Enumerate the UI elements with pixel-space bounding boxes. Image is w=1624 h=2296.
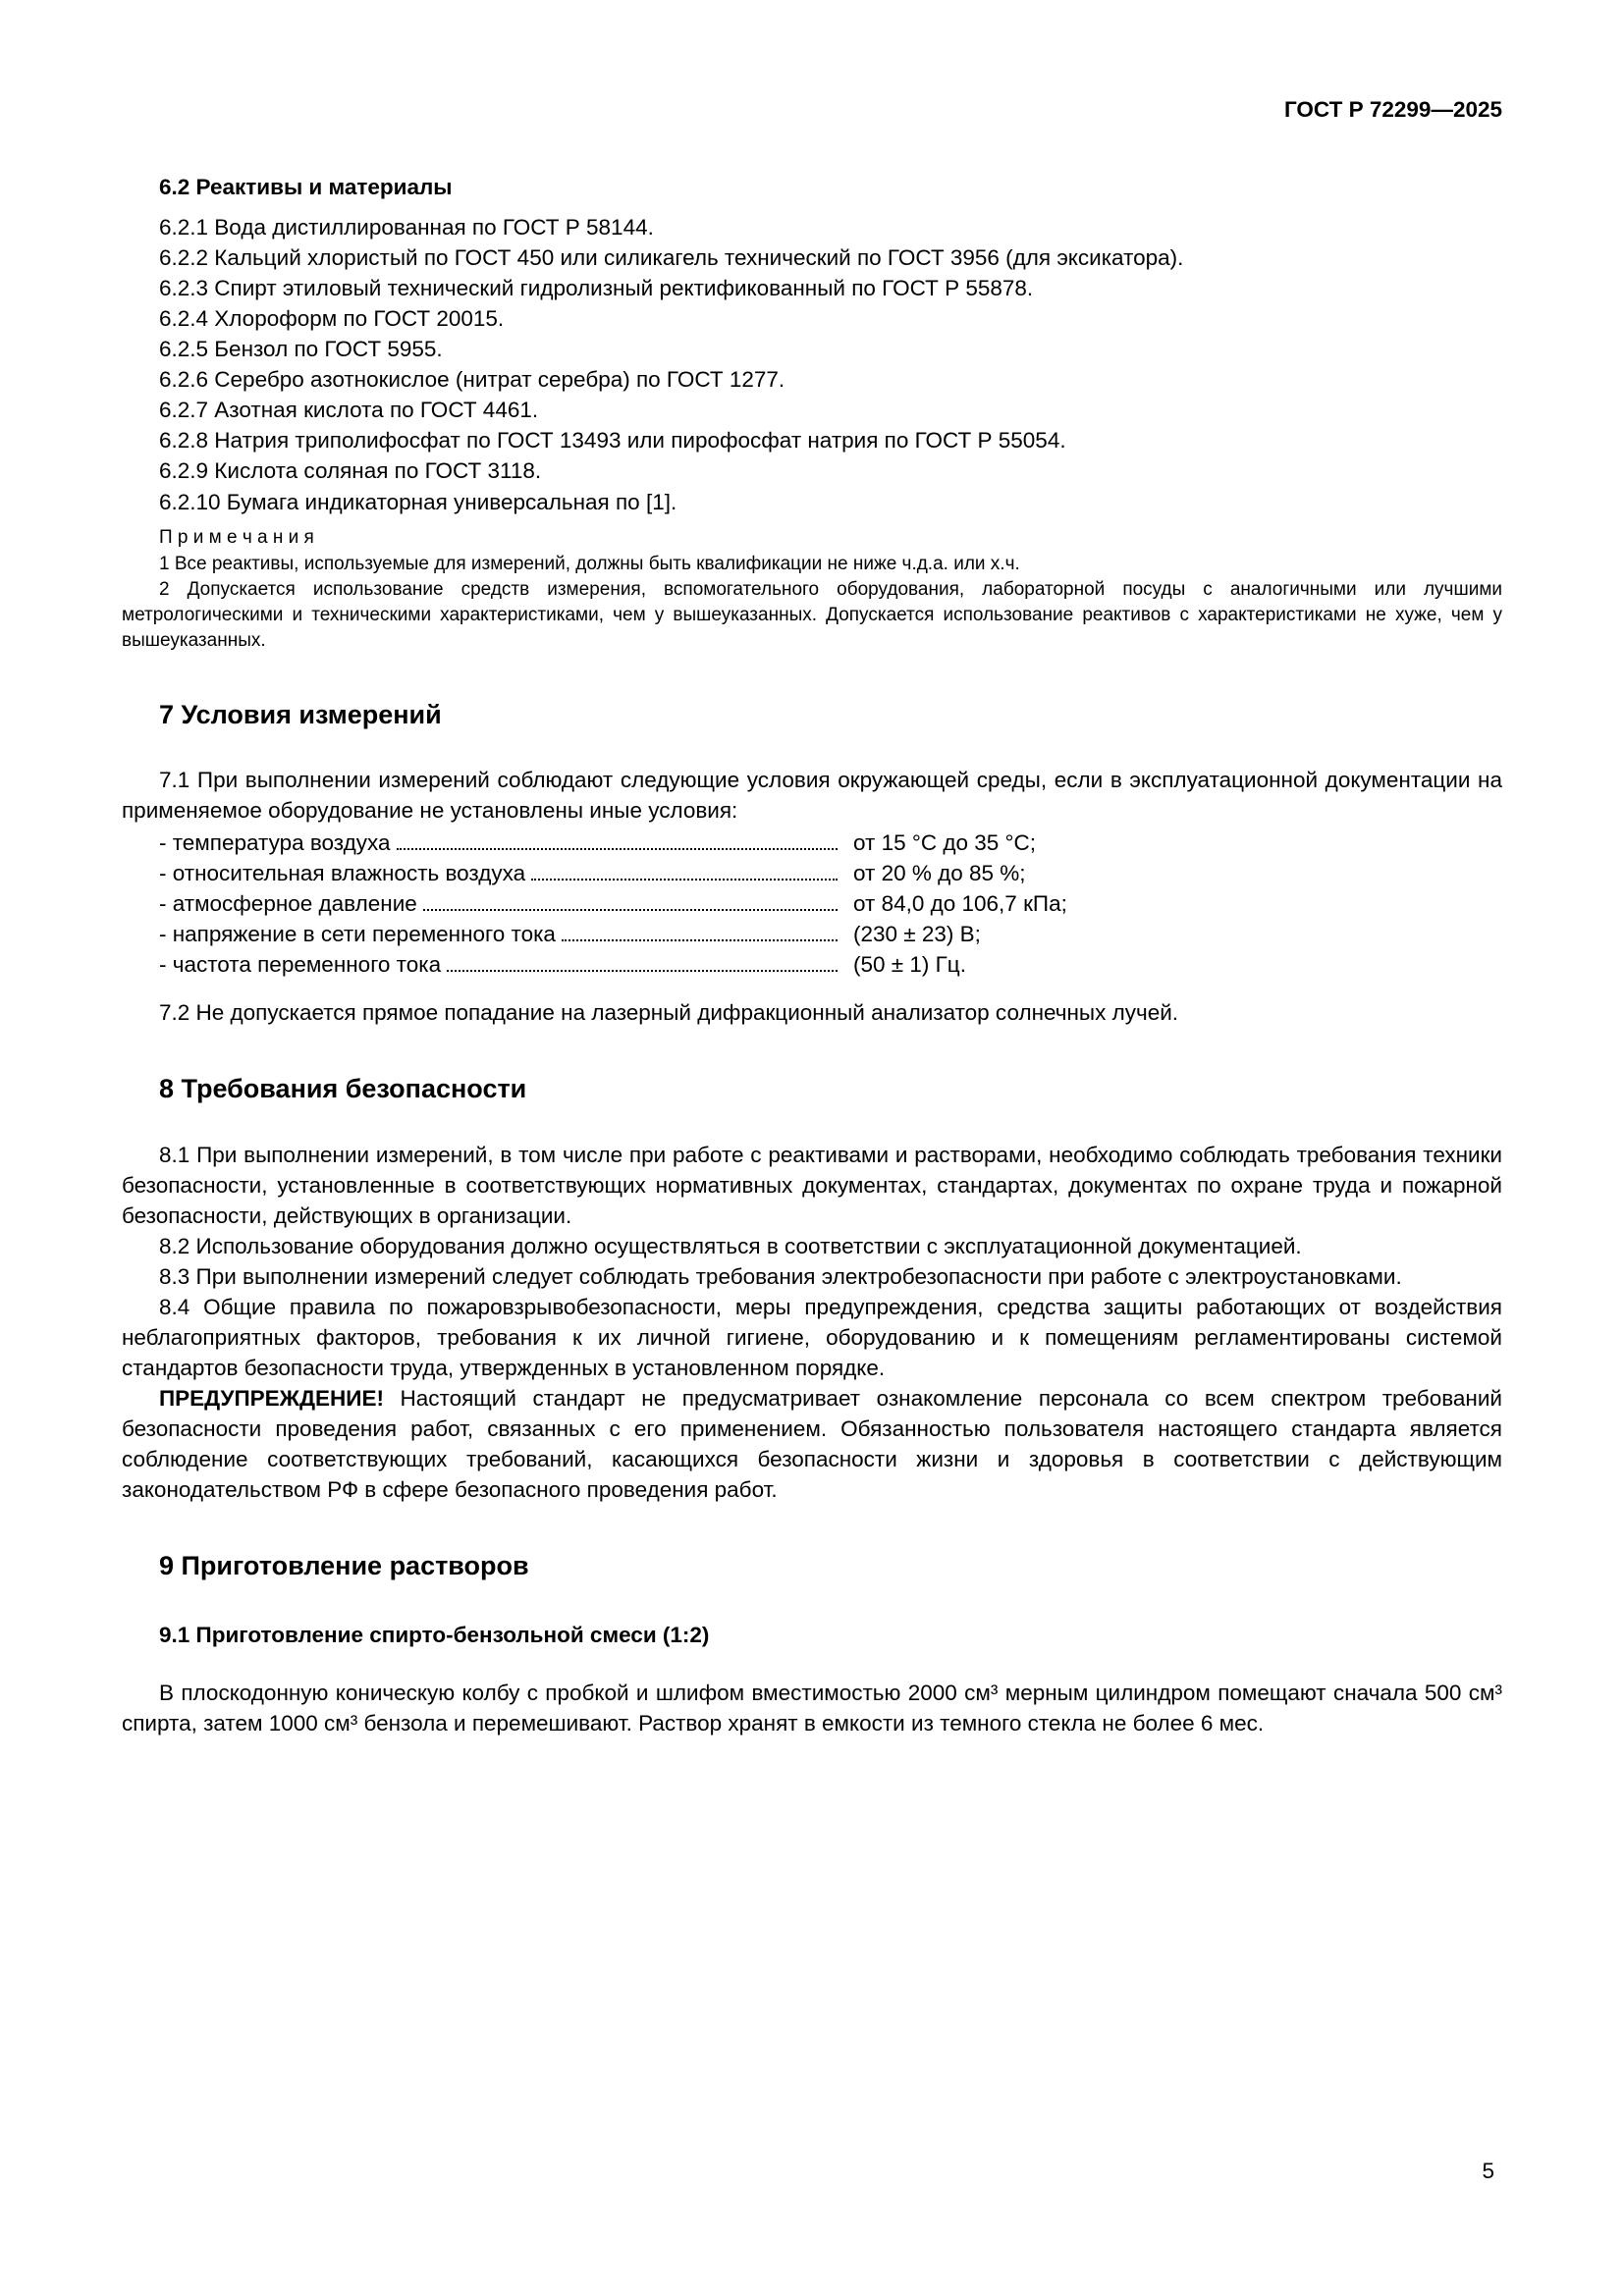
param-value: от 20 % до 85 %; [853, 861, 1026, 886]
param-row-atmospheric-pressure [159, 888, 1099, 919]
clause-6-2-5: 6.2.5 Бензол по ГОСТ 5955. [159, 337, 443, 362]
clause-6-2-4: 6.2.4 Хлороформ по ГОСТ 20015. [159, 306, 505, 332]
clause-6-2-3: 6.2.3 Спирт этиловый технический гидролизный ректификованный по ГОСТ Р 55878. [159, 276, 1034, 301]
clause-7-2: 7.2 Не допускается прямое попадание на лазерный дифракционный анализатор солнечных лучей. [159, 1000, 1179, 1026]
section-7-heading: 7 Условия измерений [159, 699, 442, 729]
section-9-heading: 9 Приготовление растворов [159, 1551, 529, 1581]
clause-6-2-2: 6.2.2 Кальций хлористый по ГОСТ 450 или силикагель технический по ГОСТ 3956 (для эксикатора). [159, 245, 1184, 271]
conditions-params [122, 828, 1099, 980]
param-value: (50 ± 1) Гц. [853, 952, 966, 978]
section-9-1-heading: 9.1 Приготовление спирто-бензольной смеси (1:2) [159, 1623, 710, 1648]
warning-paragraph [122, 1383, 1502, 1505]
clause-6-2-9: 6.2.9 Кислота соляная по ГОСТ 3118. [159, 458, 542, 484]
dotted-leader [531, 879, 838, 881]
clause-6-2-8: 6.2.8 Натрия триполифосфат по ГОСТ 13493 или пирофосфат натрия по ГОСТ Р 55054. [159, 428, 1066, 454]
param-label: - относительная влажность воздуха [159, 861, 526, 886]
notes-title: П р и м е ч а н и я [159, 526, 314, 548]
param-row-relative-humidity [159, 858, 1099, 888]
note-2: 2 Допускается использование средств измерения, вспомогательного оборудования, лабораторной посуды с аналогичными или лучшими метрологическими и техническими характеристиками, чем у вышеуказанных. Допускается использование реактивов с характеристиками не хуже, чем у вышеуказанных. [122, 579, 1502, 651]
param-value: от 84,0 до 106,7 кПа; [853, 891, 1067, 917]
param-label: - частота переменного тока [159, 952, 442, 978]
dotted-leader [423, 909, 838, 911]
param-row-ac-frequency [159, 949, 1099, 980]
dotted-leader [447, 970, 838, 972]
section-8-heading: 8 Требования безопасности [159, 1074, 527, 1104]
param-label: - атмосферное давление [159, 891, 417, 917]
document-code: ГОСТ Р 72299—2025 [1283, 97, 1502, 122]
clause-6-2-7: 6.2.7 Азотная кислота по ГОСТ 4461. [159, 398, 539, 423]
clause-6-2-6: 6.2.6 Серебро азотнокислое (нитрат серебра) по ГОСТ 1277. [159, 367, 785, 393]
warning-text: Настоящий стандарт не предусматривает ознакомление персонала со всем спектром требований безопасности проведения работ, связанных с его применением. Обязанностью пользователя настоящего стандарта является соблюдение соответствующих требований, касающихся безопасности жизни и здоровья в соответствии с действующим законодательством РФ в сфере безопасного проведения работ. [122, 1385, 1502, 1503]
note-1: 1 Все реактивы, используемые для измерений, должны быть квалификации не ниже ч.д.а. или х.ч. [159, 554, 1020, 575]
page-number: 5 [1482, 2158, 1494, 2183]
clause-6-2-10: 6.2.10 Бумага индикаторная универсальная по [1]. [159, 489, 677, 514]
clause-6-2-1: 6.2.1 Вода дистиллированная по ГОСТ Р 58144. [159, 215, 654, 240]
clause-8-1: 8.1 При выполнении измерений, в том числе при работе с реактивами и растворами, необходимо соблюдать требования техники безопасности, установленные в соответствующих нормативных документах, стандартах, документах по охране труда и пожарной безопасности, действующих в организации. [122, 1142, 1502, 1228]
warning-lead: ПРЕДУПРЕЖДЕНИЕ! [159, 1385, 384, 1411]
clause-9-1-text: В плоскодонную коническую колбу с пробкой и шлифом вместимостью 2000 см³ мерным цилиндром помещают сначала 500 см³ спирта, затем 1000 см³ бензола и перемешивают. Раствор хранят в емкости из темного стекла не более 6 мес. [122, 1681, 1502, 1736]
dotted-leader [397, 848, 838, 850]
param-value: (230 ± 23) В; [853, 922, 981, 947]
dotted-leader [562, 939, 838, 941]
param-label: - температура воздуха [159, 830, 391, 856]
clause-8-2: 8.2 Использование оборудования должно осуществляться в соответствии с эксплуатационной документацией. [159, 1233, 1302, 1258]
clause-8-4: 8.4 Общие правила по пожаровзрывобезопасности, меры предупреждения, средства защиты работающих от воздействия неблагоприятных факторов, требования к их личной гигиене, оборудованию и к помещениям регламентированы системой стандартов безопасности труда, утвержденных в установленном порядке. [122, 1294, 1502, 1380]
clause-8-3: 8.3 При выполнении измерений следует соблюдать требования электробезопасности при работе с электроустановками. [159, 1263, 1402, 1289]
section-6-2-heading: 6.2 Реактивы и материалы [159, 175, 453, 200]
page-header [122, 94, 1502, 125]
clause-7-1: 7.1 При выполнении измерений соблюдают следующие условия окружающей среды, если в эксплуатационной документации на применяемое оборудование не установлены иные условия: [122, 767, 1502, 823]
notes-block [122, 525, 1502, 654]
param-label: - напряжение в сети переменного тока [159, 922, 556, 947]
param-row-mains-voltage [159, 919, 1099, 949]
param-value: от 15 °С до 35 °С; [853, 830, 1037, 856]
param-row-air-temperature [159, 828, 1099, 858]
